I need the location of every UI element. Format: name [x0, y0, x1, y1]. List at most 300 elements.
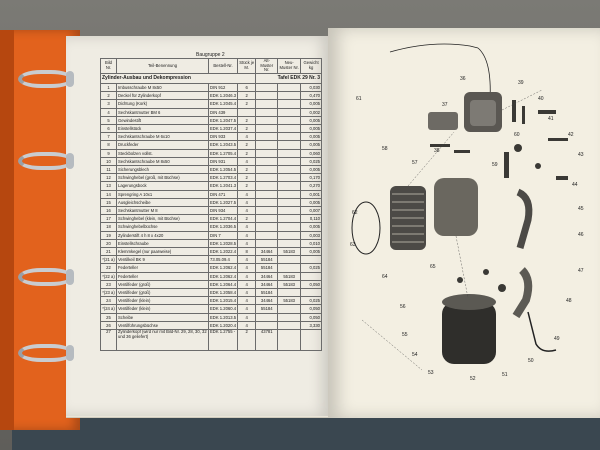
cell-old: [256, 174, 278, 182]
cell-new: [278, 223, 301, 231]
table-row: [101, 166, 322, 174]
cell-name: Sechskantmutter BM 6: [117, 108, 209, 116]
part-label: 54: [412, 352, 418, 358]
cell-new: [278, 190, 301, 198]
part-label: 45: [578, 206, 584, 212]
exhaust-elbow: [516, 270, 528, 316]
cell-new: 55183: [278, 248, 301, 256]
part-label: 64: [382, 274, 388, 280]
cell-weight: [301, 330, 322, 351]
cell-qty: 4: [238, 133, 256, 141]
cell-new: [278, 305, 301, 313]
cell-new: [278, 215, 301, 223]
cell-no: *(21 a): [102, 257, 115, 263]
cell-new: [278, 92, 301, 100]
cell-qty: 2: [238, 125, 256, 133]
cell-weight: 0,005: [301, 141, 322, 149]
part-label: 49: [554, 336, 560, 342]
cell-old: 55184: [256, 256, 278, 264]
cell-weight: 0,005: [301, 133, 322, 141]
cell-old: 34464: [256, 272, 278, 280]
cell-qty: 2: [238, 116, 256, 124]
cell-new: [278, 133, 301, 141]
cell-name: Schwinghebel (klein, mit Büchse): [117, 215, 209, 223]
cell-no: 24: [101, 297, 117, 305]
table-row: [101, 116, 322, 124]
cylinder-head-group: [428, 92, 502, 132]
table-row: [101, 198, 322, 206]
cable-line: [390, 44, 478, 52]
cell-old: [256, 92, 278, 100]
cell-old: 43781: [256, 330, 278, 351]
cell-name: Sicherungsblech: [117, 166, 209, 174]
cell-name: Sprengring A 10x1: [117, 190, 209, 198]
cell-new: [278, 84, 301, 92]
cell-name: Ventilfeder (groß): [117, 289, 209, 297]
table-row: [101, 264, 322, 272]
cell-order: EDK 1.2043.5: [210, 142, 237, 148]
part-label: 48: [566, 298, 572, 304]
cell-no: *(22 a): [102, 273, 115, 279]
intake-group: [516, 192, 556, 351]
cell-name: Gewindestift: [117, 116, 209, 124]
cell-weight: 0,001: [301, 190, 322, 198]
cell-old: [256, 116, 278, 124]
cell-old: [256, 108, 278, 116]
table-title-row: [101, 74, 322, 84]
cell-name: Federteller: [117, 264, 209, 272]
cell-no: 8: [101, 141, 117, 149]
cell-old: [256, 215, 278, 223]
cell-no: 5: [101, 116, 117, 124]
cell-weight: 0,110: [301, 215, 322, 223]
cell-no: 4: [101, 108, 117, 116]
table-row: [101, 207, 322, 215]
cell-no: 17: [101, 215, 117, 223]
cell-qty: 2: [238, 166, 256, 174]
cell-old: 34464: [256, 297, 278, 305]
cell-order: EDK 1.2020.4: [210, 322, 237, 328]
table-row: [101, 92, 322, 100]
section-title: Zylinder-Ausbau und Dekompression: [101, 74, 256, 84]
cell-qty: 4: [238, 239, 256, 247]
cell-name: Klemmkegel (nur paarweise): [117, 248, 209, 256]
cylinder-group: [352, 178, 478, 254]
table-row: [101, 174, 322, 182]
table-row: [101, 141, 322, 149]
cell-old: 55184: [256, 264, 278, 272]
muffler-group: [442, 294, 496, 364]
cell-name: Ventilführungsbüchse: [117, 321, 209, 329]
part-label: 39: [518, 80, 524, 86]
cell-no: 16: [101, 207, 117, 215]
parts-table: [100, 58, 322, 351]
cell-qty: [238, 108, 256, 116]
cell-weight: 0,025: [301, 157, 322, 165]
cell-name: Scheibe: [117, 313, 209, 321]
cell-order: DIN 7: [209, 231, 238, 239]
table-row: [101, 223, 322, 231]
column-header: Neu-Muster Nr.: [278, 59, 301, 74]
cell-name: Lagerungsbock: [117, 182, 209, 190]
part-label: 56: [400, 304, 406, 310]
cell-new: [278, 330, 301, 351]
binder-ring-2: [18, 152, 74, 170]
cell-weight: [301, 289, 322, 297]
cell-weight: 0,025: [301, 297, 322, 305]
cell-no: 13: [101, 182, 117, 190]
cell-no: 7: [101, 133, 117, 141]
binder-ring-4: [18, 344, 74, 362]
cell-new: [278, 174, 301, 182]
cell-weight: 0,003: [301, 231, 322, 239]
part-label: 55: [402, 332, 408, 338]
cell-no: 9: [101, 149, 117, 157]
cell-weight: [301, 256, 322, 264]
cell-qty: 4: [238, 321, 256, 329]
cell-old: [256, 313, 278, 321]
cell-qty: 4: [238, 305, 256, 313]
cell-no: 3: [101, 100, 117, 108]
cell-qty: 2: [238, 174, 256, 182]
cell-weight: 0,007: [301, 207, 322, 215]
part-label: 47: [578, 268, 584, 274]
cell-name: Zylinderkopf (wird nur mit Bild-Nr. 29, 28, 30, 32 und 36 geliefert): [117, 330, 209, 351]
cell-no: 15: [101, 198, 117, 206]
cell-name: Ausgleichscheibe: [117, 198, 209, 206]
cell-weight: 0,050: [301, 313, 322, 321]
binder-spine: [0, 30, 14, 430]
cell-old: [256, 231, 278, 239]
table-row: [101, 272, 322, 280]
cell-qty: 2: [238, 182, 256, 190]
cell-qty: 2: [238, 100, 256, 108]
cell-name: Einstellschraube: [117, 239, 209, 247]
cell-old: [256, 149, 278, 157]
binder-ring-1: [18, 70, 74, 88]
cell-order: EDK 1.2045.4: [210, 101, 237, 107]
cell-weight: 3,330: [301, 321, 322, 329]
cell-qty: 2: [238, 141, 256, 149]
baugruppe-label: Baugruppe 2: [196, 52, 225, 58]
cylinder-head-cover: [470, 100, 496, 126]
cell-name: Schwinghebel (groß, mit Büchse): [117, 174, 209, 182]
cell-order: DIN 933: [209, 133, 238, 141]
muffler-top: [442, 294, 496, 310]
cell-qty: 4: [238, 264, 256, 272]
cell-old: 55184: [256, 289, 278, 297]
cell-name: Ventilfeder (klein): [117, 297, 209, 305]
column-header: Teil-Benennung: [117, 59, 209, 74]
cell-new: [278, 264, 301, 272]
cell-old: 34464: [256, 280, 278, 288]
cell-new: 55183: [278, 280, 301, 288]
cell-qty: 2: [238, 330, 256, 351]
cell-old: [256, 239, 278, 247]
part-label: 65: [430, 264, 436, 270]
cell-qty: 4: [238, 207, 256, 215]
cell-no: 11: [101, 166, 117, 174]
cell-new: [278, 313, 301, 321]
cell-qty: 6: [238, 84, 256, 92]
part-label: 42: [568, 132, 574, 138]
cell-name: Einstellstück: [117, 125, 209, 133]
part-label: 59: [492, 162, 498, 168]
cell-weight: 0,005: [301, 198, 322, 206]
cell-weight: 0,060: [301, 149, 322, 157]
cell-new: [278, 141, 301, 149]
cell-name: Ventilkeil BK 9: [117, 256, 209, 264]
cell-order: EDK 1.2047.5: [210, 117, 237, 123]
cell-weight: 0,170: [301, 174, 322, 182]
cell-name: Zylinderstift 4 h 8 x 4x20: [117, 231, 209, 239]
cell-order: EDK 1.2064.4: [210, 281, 237, 287]
cell-new: [278, 149, 301, 157]
cell-name: Steckbolzen vollst.: [117, 149, 209, 157]
cell-name: Sechskantschraube M 6x10: [117, 133, 209, 141]
cell-old: [256, 182, 278, 190]
table-row: [101, 289, 322, 297]
cell-order: 73.05.09.4: [209, 256, 238, 264]
cell-weight: 0,005: [301, 248, 322, 256]
part-label: 50: [528, 358, 534, 364]
cell-new: [278, 256, 301, 264]
cell-old: [256, 100, 278, 108]
cell-order: DIN 439: [209, 108, 238, 116]
cell-order: EDK 1.2027.5: [210, 199, 237, 205]
cell-order: DIN 912: [209, 84, 238, 92]
cell-qty: 4: [238, 313, 256, 321]
cell-qty: 4: [238, 297, 256, 305]
cell-old: [256, 223, 278, 231]
cell-new: [278, 157, 301, 165]
part-label: 57: [412, 160, 418, 166]
cell-qty: 8: [238, 248, 256, 256]
cell-no: 6: [101, 125, 117, 133]
table-row: [101, 321, 322, 329]
column-header: Stück je M.: [238, 59, 256, 74]
part-label: 41: [548, 116, 554, 122]
cell-no: 27: [101, 330, 117, 351]
cell-no: *(24 a): [102, 306, 115, 312]
cell-name: Imbusschraube M 8x50: [117, 84, 209, 92]
cell-order: EDK 1.2060.4: [210, 306, 237, 312]
table-row: [101, 330, 322, 351]
cell-name: Dichtung (Kork): [117, 100, 209, 108]
cell-old: 55184: [256, 305, 278, 313]
table-row: [101, 149, 322, 157]
cell-weight: 0,030: [301, 84, 322, 92]
cell-qty: 2: [238, 92, 256, 100]
cell-new: 55183: [278, 272, 301, 280]
table-row: [101, 133, 322, 141]
cell-qty: 2: [238, 149, 256, 157]
table-row: [101, 256, 322, 264]
cell-order: DIN 931: [209, 157, 238, 165]
cell-weight: 0,470: [301, 92, 322, 100]
rocker-block: [428, 112, 458, 130]
table-row: [101, 84, 322, 92]
cell-weight: [301, 272, 322, 280]
cell-old: [256, 207, 278, 215]
part-label: 53: [428, 370, 434, 376]
cell-qty: 2: [238, 215, 256, 223]
cell-old: 34464: [256, 248, 278, 256]
cell-qty: 4: [238, 272, 256, 280]
cell-no: 12: [101, 174, 117, 182]
cell-no: 18: [101, 223, 117, 231]
part-label: 63: [350, 242, 356, 248]
cell-no: 2: [101, 92, 117, 100]
part-label: 52: [470, 376, 476, 382]
cell-order: DIN 934: [209, 207, 238, 215]
column-header: Bestell-Nr.: [209, 59, 238, 74]
cell-qty: 4: [238, 223, 256, 231]
part-label: 62: [352, 210, 358, 216]
cell-no: 21: [101, 248, 117, 256]
table-row: [101, 100, 322, 108]
part-label: 46: [578, 232, 584, 238]
table-row: [101, 239, 322, 247]
cell-new: [278, 100, 301, 108]
cell-new: [278, 321, 301, 329]
cell-weight: 0,005: [301, 166, 322, 174]
cell-new: [278, 116, 301, 124]
cell-order: EDK 1.2062.4: [210, 273, 237, 279]
cell-new: [278, 231, 301, 239]
cell-order: EDK 1.2755 -: [209, 330, 238, 351]
cell-weight: 0,050: [301, 280, 322, 288]
part-label: 38: [434, 148, 440, 154]
cell-weight: 0,005: [301, 116, 322, 124]
cell-order: EDK 1.2705.4: [210, 150, 237, 156]
part-label: 58: [382, 146, 388, 152]
part-label: 44: [572, 182, 578, 188]
cell-no: 23: [101, 280, 117, 288]
table-row: [101, 231, 322, 239]
table-row: [101, 182, 322, 190]
cell-old: [256, 198, 278, 206]
cell-no: 20: [101, 239, 117, 247]
cell-no: 19: [101, 231, 117, 239]
cell-order: EDK 1.2054.5: [210, 167, 237, 173]
cell-old: [256, 133, 278, 141]
cell-order: EDK 1.2058.4: [210, 290, 237, 296]
cell-order: EDK 1.2046.3: [210, 93, 237, 99]
cell-order: DIN 471: [209, 190, 238, 198]
column-header: Alt-Muster Nr.: [256, 59, 278, 74]
cell-weight: 0,005: [301, 100, 322, 108]
cell-order: EDK 1.2041.3: [210, 183, 237, 189]
table-row: [101, 280, 322, 288]
cell-weight: 0,050: [301, 305, 322, 313]
cell-old: [256, 157, 278, 165]
table-row: [101, 157, 322, 165]
cell-new: [278, 108, 301, 116]
cell-weight: 0,005: [301, 125, 322, 133]
cell-name: Sechskantschraube M 8x50: [117, 157, 209, 165]
cell-old: [256, 321, 278, 329]
cell-qty: 4: [238, 157, 256, 165]
part-label: 60: [514, 132, 520, 138]
cell-new: [278, 182, 301, 190]
binder-ring-3: [18, 268, 74, 286]
part-label: 61: [356, 96, 362, 102]
cell-qty: 4: [238, 289, 256, 297]
table-row: [101, 248, 322, 256]
exploded-parts-diagram: [342, 40, 592, 390]
cell-new: [278, 125, 301, 133]
cell-order: EDK 1.2015.4: [210, 298, 237, 304]
cell-name: Schwinghebelbüchse: [117, 223, 209, 231]
cell-order: EDK 1.2036.5: [210, 224, 237, 230]
table-row: [101, 108, 322, 116]
cell-new: [278, 166, 301, 174]
cylinder-housing: [434, 178, 478, 236]
cell-no: 22: [101, 264, 117, 272]
cell-order: EDK 1.2037.4: [210, 126, 237, 132]
cell-order: EDK 1.2703.4: [210, 175, 237, 181]
part-label: 40: [538, 96, 544, 102]
part-label: 51: [502, 372, 508, 378]
cell-qty: 4: [238, 190, 256, 198]
cell-new: [278, 207, 301, 215]
cell-new: 55183: [278, 297, 301, 305]
table-header-row: [101, 59, 322, 74]
cell-no: 14: [101, 190, 117, 198]
cell-weight: 0,270: [301, 182, 322, 190]
cell-old: [256, 190, 278, 198]
cell-qty: 4: [238, 256, 256, 264]
cell-no: *(23 a): [102, 290, 115, 296]
part-label: 36: [460, 76, 466, 82]
cell-order: EDK 1.2062.4: [210, 265, 237, 271]
table-row: [101, 313, 322, 321]
cell-qty: 4: [238, 231, 256, 239]
muffler: [442, 302, 496, 364]
cell-name: Deckel für Zylinderkopf: [117, 92, 209, 100]
part-label: 37: [442, 102, 448, 108]
table-reference: Tafel EDK 29 Nr. 3: [256, 74, 322, 84]
table-row: [101, 190, 322, 198]
cell-qty: 4: [238, 198, 256, 206]
table-row: [101, 125, 322, 133]
table-row: [101, 215, 322, 223]
cell-order: EDK 1.2028.5: [210, 240, 237, 246]
cell-name: Ventilfeder (klein): [117, 305, 209, 313]
cell-old: [256, 141, 278, 149]
cell-name: Ventilfeder (groß): [117, 280, 209, 288]
cell-name: Federteller: [117, 272, 209, 280]
cell-qty: 4: [238, 280, 256, 288]
intake-pipe: [518, 192, 529, 248]
cell-no: 25: [101, 313, 117, 321]
column-header: Bild Nr.: [101, 59, 117, 74]
cell-weight: 0,010: [301, 239, 322, 247]
cell-no: 1: [101, 84, 117, 92]
cell-weight: 0,025: [301, 264, 322, 272]
cell-weight: 0,002: [301, 108, 322, 116]
cell-new: [278, 239, 301, 247]
cell-no: 26: [101, 321, 117, 329]
cell-no: 10: [101, 157, 117, 165]
cell-new: [278, 289, 301, 297]
table-row: [101, 297, 322, 305]
table-row: [101, 305, 322, 313]
cell-order: EDK 1.2013.5: [210, 314, 237, 320]
part-label: 43: [578, 152, 584, 158]
cell-old: [256, 125, 278, 133]
